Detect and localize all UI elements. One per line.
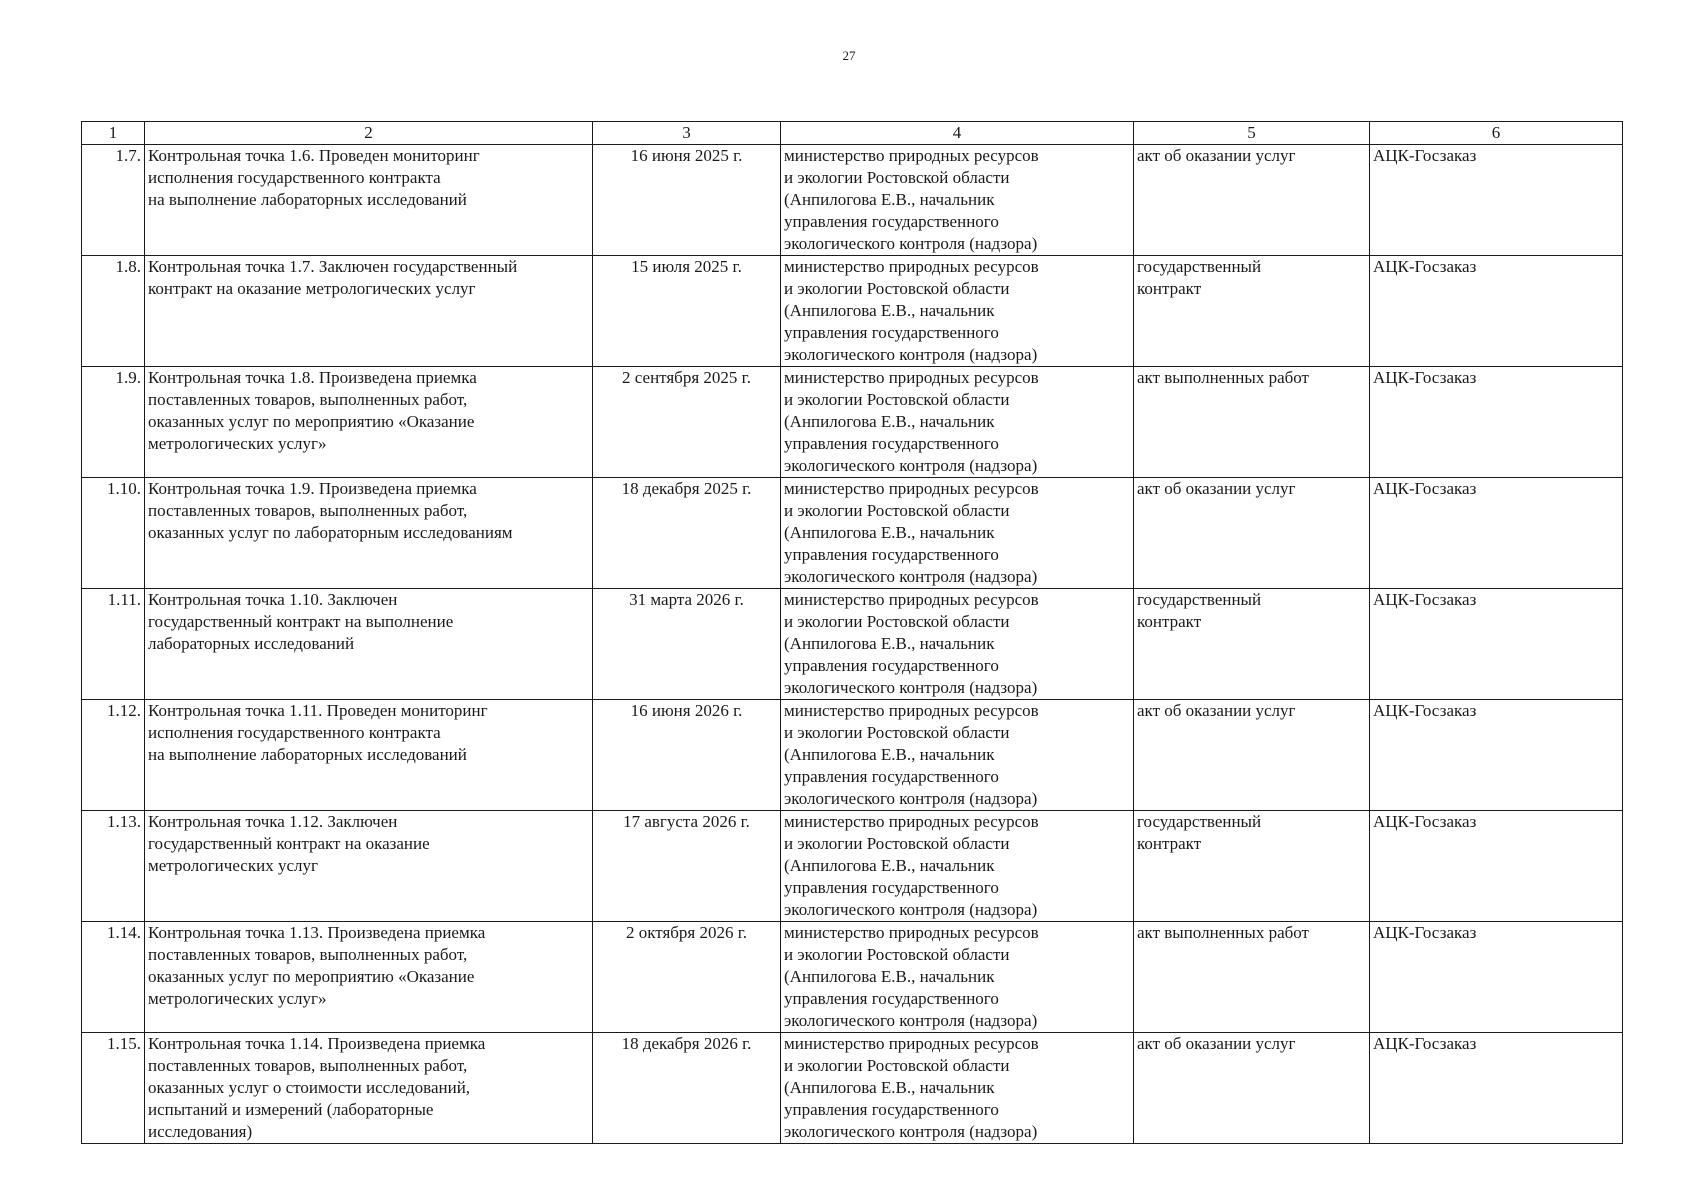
column-header-6: 6 bbox=[1370, 122, 1623, 145]
control-point-description: Контрольная точка 1.14. Произведена приемка поставленных товаров, выполненных работ, оказанных услуг о стоимости исследований, испытаний и измерений (лабораторные исследования) bbox=[145, 1033, 593, 1144]
table-row bbox=[82, 922, 1623, 1033]
control-point-description: Контрольная точка 1.13. Произведена приемка поставленных товаров, выполненных работ, оказанных услуг по мероприятию «Оказание метрологических услуг» bbox=[145, 922, 593, 1033]
control-point-description: Контрольная точка 1.8. Произведена приемка поставленных товаров, выполненных работ, оказанных услуг по мероприятию «Оказание метрологических услуг» bbox=[145, 367, 593, 478]
row-number: 1.11. bbox=[82, 589, 145, 700]
information-system: АЦК-Госзаказ bbox=[1370, 1033, 1623, 1144]
control-point-description: Контрольная точка 1.10. Заключен государственный контракт на выполнение лабораторных исследований bbox=[145, 589, 593, 700]
control-point-description: Контрольная точка 1.9. Произведена приемка поставленных товаров, выполненных работ, оказанных услуг по лабораторным исследованиям bbox=[145, 478, 593, 589]
confirming-document: государственный контракт bbox=[1134, 589, 1370, 700]
column-header-4: 4 bbox=[781, 122, 1134, 145]
information-system: АЦК-Госзаказ bbox=[1370, 145, 1623, 256]
column-header-1: 1 bbox=[82, 122, 145, 145]
responsible-executor: министерство природных ресурсов и экологии Ростовской области (Анпилогова Е.В., начальник управления государственного экологического контроля (надзора) bbox=[781, 700, 1134, 811]
deadline-date: 16 июня 2026 г. bbox=[593, 700, 781, 811]
table-row bbox=[82, 256, 1623, 367]
information-system: АЦК-Госзаказ bbox=[1370, 589, 1623, 700]
confirming-document: акт выполненных работ bbox=[1134, 922, 1370, 1033]
confirming-document: акт об оказании услуг bbox=[1134, 478, 1370, 589]
responsible-executor: министерство природных ресурсов и экологии Ростовской области (Анпилогова Е.В., начальник управления государственного экологического контроля (надзора) bbox=[781, 589, 1134, 700]
column-header-2: 2 bbox=[145, 122, 593, 145]
deadline-date: 18 декабря 2026 г. bbox=[593, 1033, 781, 1144]
control-points-table bbox=[81, 121, 1623, 1144]
row-number: 1.15. bbox=[82, 1033, 145, 1144]
confirming-document: акт об оказании услуг bbox=[1134, 1033, 1370, 1144]
deadline-date: 31 марта 2026 г. bbox=[593, 589, 781, 700]
responsible-executor: министерство природных ресурсов и экологии Ростовской области (Анпилогова Е.В., начальник управления государственного экологического контроля (надзора) bbox=[781, 922, 1134, 1033]
table-row bbox=[82, 145, 1623, 256]
responsible-executor: министерство природных ресурсов и экологии Ростовской области (Анпилогова Е.В., начальник управления государственного экологического контроля (надзора) bbox=[781, 1033, 1134, 1144]
information-system: АЦК-Госзаказ bbox=[1370, 922, 1623, 1033]
deadline-date: 15 июля 2025 г. bbox=[593, 256, 781, 367]
table-row bbox=[82, 589, 1623, 700]
page-number: 27 bbox=[842, 48, 856, 63]
table-row bbox=[82, 811, 1623, 922]
confirming-document: государственный контракт bbox=[1134, 256, 1370, 367]
control-point-description: Контрольная точка 1.6. Проведен мониторинг исполнения государственного контракта на выполнение лабораторных исследований bbox=[145, 145, 593, 256]
confirming-document: акт об оказании услуг bbox=[1134, 145, 1370, 256]
row-number: 1.8. bbox=[82, 256, 145, 367]
control-point-description: Контрольная точка 1.11. Проведен мониторинг исполнения государственного контракта на выполнение лабораторных исследований bbox=[145, 700, 593, 811]
column-header-5: 5 bbox=[1134, 122, 1370, 145]
deadline-date: 18 декабря 2025 г. bbox=[593, 478, 781, 589]
row-number: 1.14. bbox=[82, 922, 145, 1033]
responsible-executor: министерство природных ресурсов и экологии Ростовской области (Анпилогова Е.В., начальник управления государственного экологического контроля (надзора) bbox=[781, 367, 1134, 478]
responsible-executor: министерство природных ресурсов и экологии Ростовской области (Анпилогова Е.В., начальник управления государственного экологического контроля (надзора) bbox=[781, 145, 1134, 256]
row-number: 1.10. bbox=[82, 478, 145, 589]
confirming-document: акт об оказании услуг bbox=[1134, 700, 1370, 811]
information-system: АЦК-Госзаказ bbox=[1370, 811, 1623, 922]
row-number: 1.12. bbox=[82, 700, 145, 811]
table-row bbox=[82, 1033, 1623, 1144]
responsible-executor: министерство природных ресурсов и экологии Ростовской области (Анпилогова Е.В., начальник управления государственного экологического контроля (надзора) bbox=[781, 478, 1134, 589]
table-row bbox=[82, 700, 1623, 811]
responsible-executor: министерство природных ресурсов и экологии Ростовской области (Анпилогова Е.В., начальник управления государственного экологического контроля (надзора) bbox=[781, 811, 1134, 922]
responsible-executor: министерство природных ресурсов и экологии Ростовской области (Анпилогова Е.В., начальник управления государственного экологического контроля (надзора) bbox=[781, 256, 1134, 367]
information-system: АЦК-Госзаказ bbox=[1370, 700, 1623, 811]
row-number: 1.13. bbox=[82, 811, 145, 922]
row-number: 1.7. bbox=[82, 145, 145, 256]
control-point-description: Контрольная точка 1.12. Заключен государственный контракт на оказание метрологических услуг bbox=[145, 811, 593, 922]
deadline-date: 17 августа 2026 г. bbox=[593, 811, 781, 922]
table-row bbox=[82, 478, 1623, 589]
column-header-3: 3 bbox=[593, 122, 781, 145]
information-system: АЦК-Госзаказ bbox=[1370, 478, 1623, 589]
information-system: АЦК-Госзаказ bbox=[1370, 367, 1623, 478]
deadline-date: 16 июня 2025 г. bbox=[593, 145, 781, 256]
table-row bbox=[82, 367, 1623, 478]
row-number: 1.9. bbox=[82, 367, 145, 478]
deadline-date: 2 октября 2026 г. bbox=[593, 922, 781, 1033]
confirming-document: акт выполненных работ bbox=[1134, 367, 1370, 478]
information-system: АЦК-Госзаказ bbox=[1370, 256, 1623, 367]
confirming-document: государственный контракт bbox=[1134, 811, 1370, 922]
control-point-description: Контрольная точка 1.7. Заключен государственный контракт на оказание метрологических услуг bbox=[145, 256, 593, 367]
table-header-row bbox=[82, 122, 1623, 145]
deadline-date: 2 сентября 2025 г. bbox=[593, 367, 781, 478]
